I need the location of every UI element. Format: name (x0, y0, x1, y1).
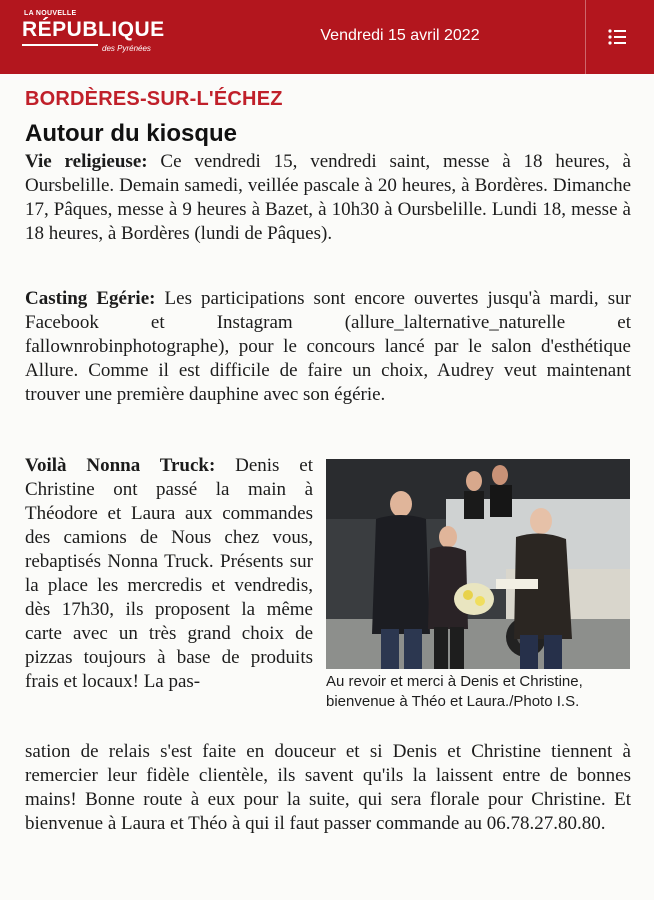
menu-button[interactable] (606, 26, 630, 48)
section-title: BORDÈRES-SUR-L'ÉCHEZ (25, 88, 283, 110)
paragraph-casting-egerie (25, 287, 631, 407)
paragraph-label: Casting Egérie: (25, 288, 156, 309)
paragraph-label: Vie religieuse: (25, 151, 148, 172)
header-divider (585, 0, 586, 74)
paragraph-text: Ce vendredi 15, vendredi saint, messe à 18 heures, à Oursbelille. Demain samedi, veillée pascale à 20 heures, à Bordères. Dimanche 17, Pâques, messe à 9 heures à Bazet, à 10h30 à Oursbelille. Lundi 18, messe à 18 heures, à Bordères (lundi de Pâques). (25, 151, 631, 244)
paragraph-vie-religieuse (25, 150, 631, 246)
article-headline: Autour du kiosque (25, 120, 237, 147)
logo-underline (22, 44, 98, 46)
paragraph-text: Denis et Christine ont passé la main à Théodore et Laura aux commandes des camions de Nous chez vous, rebaptisés Nonna Truck. Présents sur la place les mercredis et vendredis, dès 17h30, ils proposent la même carte avec un très grand choix de pizzas toujours à base de produits frais et locaux! La pas- (25, 455, 313, 692)
paragraph-nonna-truck-continued: sation de relais s'est faite en douceur et si Denis et Christine tiennent à remercier leur fidèle clientèle, ils savent qu'ils la laissent entre de bonnes mains! Bonne route à eux pour la suite, qui sera florale pour Christine. Et bienvenue à Laura et Théo à qui il faut passer commande au 06.78.27.80.80. (25, 741, 631, 834)
logo-sub-text: des Pyrénées (102, 44, 151, 53)
newspaper-logo[interactable] (18, 10, 188, 62)
logo-top-text: LA NOUVELLE (24, 10, 77, 17)
paragraph-text: Les participations sont encore ouvertes jusqu'à mardi, sur Facebook et Instagram (allure_lalternative_naturelle et fallownrobinphotographe), pour le concours lancé par le salon d'esthétique Allure. Comme il est difficile de faire un choix, Audrey veut maintenant trouver une première dauphine avec son égérie. (25, 288, 631, 405)
logo-main-text: RÉPUBLIQUE (22, 18, 165, 41)
app-header (0, 0, 654, 74)
food-truck-photo-illustration (326, 459, 630, 669)
list-icon (606, 26, 630, 48)
paragraph-nonna-truck (25, 454, 313, 694)
paragraph-label: Voilà Nonna Truck: (25, 455, 216, 476)
article-photo[interactable] (326, 459, 630, 669)
photo-caption: Au revoir et merci à Denis et Christine, bienvenue à Théo et Laura./Photo I.S. (326, 673, 583, 710)
edition-date: Vendredi 15 avril 2022 (320, 27, 480, 44)
